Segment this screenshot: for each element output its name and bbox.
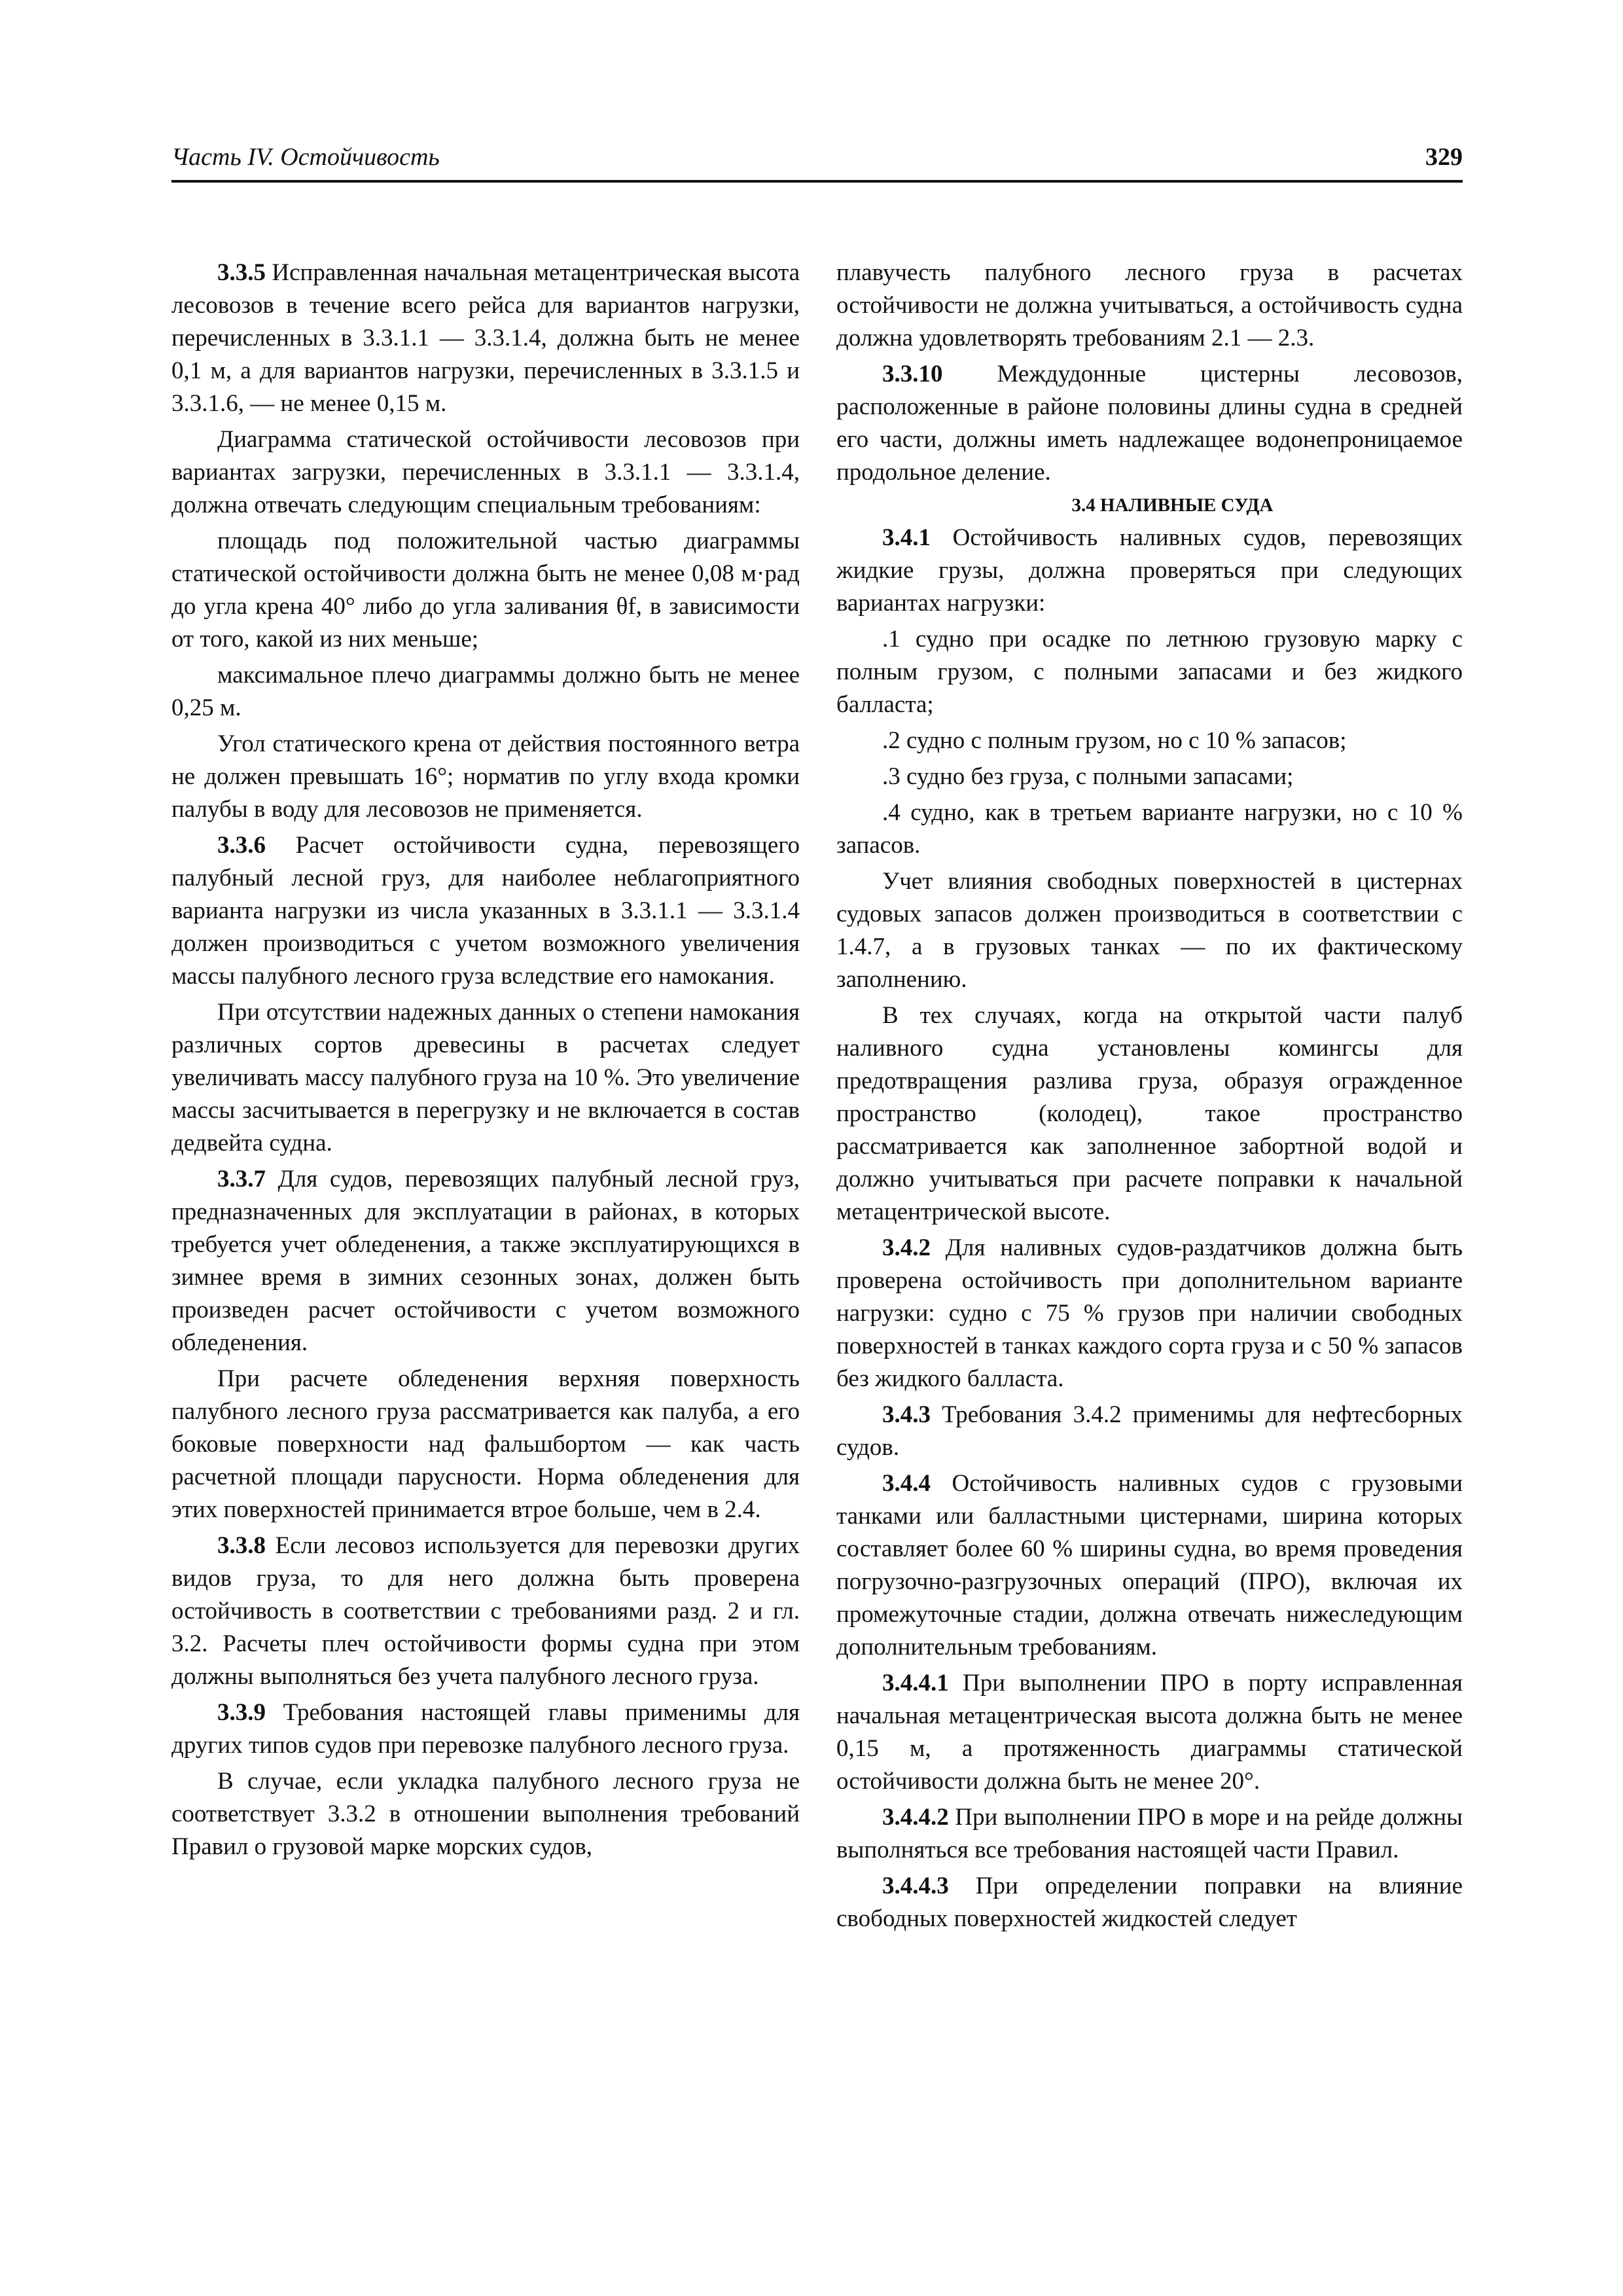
clause-number: 3.4.4 bbox=[882, 1470, 931, 1497]
clause-number: 3.3.9 bbox=[217, 1699, 266, 1726]
clause-number: 3.4.4.2 bbox=[882, 1804, 949, 1831]
paragraph bbox=[836, 1232, 1463, 1395]
list-item: .3 судно без груза, с полными запасами; bbox=[882, 763, 1294, 790]
paragraph-text: При выполнении ПРО в море и на рейде должны выполняться все требования настоящей части Правил. bbox=[836, 1804, 1463, 1863]
clause-number: 3.3.6 bbox=[217, 832, 266, 859]
paragraph-text: Требования настоящей главы применимы для других типов судов при перевозке палубного лесного груза. bbox=[171, 1699, 800, 1759]
section-heading: 3.4 НАЛИВНЫЕ СУДА bbox=[1071, 495, 1274, 516]
paragraph: плавучесть палубного лесного груза в расчетах остойчивости не должна учитываться, а остойчивость судна должна удовлетворять требованиям 2.1 — 2.3. bbox=[836, 259, 1463, 351]
paragraph bbox=[171, 1530, 800, 1693]
paragraph-text: Междудонные цистерны лесовозов, расположенные в районе половины длины судна в средней его части, должны иметь надлежащее водонепроницаемое продольное деление. bbox=[836, 361, 1463, 486]
paragraph bbox=[171, 1696, 800, 1762]
paragraph: В случае, если укладка палубного лесного груза не соответствует 3.3.2 в отношении выполнения требований Правил о грузовой марке морских судов, bbox=[171, 1768, 800, 1860]
list-item: .1 судно при осадке по летнюю грузовую марку с полным грузом, с полными запасами и без жидкого балласта; bbox=[836, 626, 1463, 718]
paragraph-text: Для судов, перевозящих палубный лесной груз, предназначенных для эксплуатации в районах, в которых требуется учет обледенения, а также эксплуатирующихся в зимнее время в зимних сезонных зонах, должен быть произведен расчет остойчивости с учетом возможного обледенения. bbox=[171, 1166, 800, 1356]
paragraph-text: При определении поправки на влияние свободных поверхностей жидкостей следует bbox=[836, 1873, 1463, 1932]
paragraph: Учет влияния свободных поверхностей в цистернах судовых запасов должен производиться в соответствии с 1.4.7, а в грузовых танках — по их фактическому заполнению. bbox=[836, 868, 1463, 993]
clause-number: 3.4.3 bbox=[882, 1401, 931, 1428]
paragraph bbox=[836, 1870, 1463, 1935]
clause-number: 3.3.5 bbox=[217, 259, 266, 286]
paragraph bbox=[171, 1163, 800, 1359]
paragraph: Угол статического крена от действия постоянного ветра не должен превышать 16°; норматив по углу входа кромки палубы в воду для лесовозов не применяется. bbox=[171, 730, 800, 823]
running-title: Часть IV. Остойчивость bbox=[171, 143, 440, 171]
left-column bbox=[171, 257, 800, 1867]
paragraph bbox=[836, 1467, 1463, 1664]
paragraph-text: Остойчивость наливных судов с грузовыми танками или балластными цистернами, ширина которых составляет более 60 % ширины судна, во время проведения погрузочно-разгрузочных операций (ПРО), включая их промежуточные стадии, должна отвечать нижеследующим дополнительным требованиям. bbox=[836, 1470, 1463, 1660]
paragraph: При отсутствии надежных данных о степени намокания различных сортов древесины в расчетах следует увеличивать массу палубного груза на 10 %. Это увеличение массы засчитывается в перегрузку и не включается в состав дедвейта судна. bbox=[171, 999, 800, 1157]
paragraph-text: Расчет остойчивости судна, перевозящего палубный лесной груз, для наиболее неблагоприятного варианта нагрузки из числа указанных в 3.3.1.1 — 3.3.1.4 должен производиться с учетом возможного увеличения массы палубного лесного груза вследствие его намокания. bbox=[171, 832, 800, 990]
paragraph-text: Для наливных судов-раздатчиков должна быть проверена остойчивость при дополнительном варианте нагрузки: судно с 75 % грузов при наличии свободных поверхностей в танках каждого сорта груза и с 50 % запасов без жидкого балласта. bbox=[836, 1234, 1463, 1392]
list-item: .2 судно с полным грузом, но с 10 % запасов; bbox=[882, 727, 1347, 754]
paragraph: В тех случаях, когда на открытой части палуб наливного судна установлены комингсы для предотвращения разлива груза, образуя огражденное пространство (колодец), такое пространство рассматривается как заполненное забортной водой и должно учитываться при расчете поправки к начальной метацентрической высоте. bbox=[836, 1002, 1463, 1225]
paragraph bbox=[836, 522, 1463, 620]
clause-number: 3.4.4.1 bbox=[882, 1670, 949, 1696]
clause-number: 3.4.2 bbox=[882, 1234, 931, 1261]
paragraph bbox=[836, 1399, 1463, 1464]
clause-number: 3.4.4.3 bbox=[882, 1873, 949, 1899]
paragraph bbox=[171, 829, 800, 993]
paragraph: Диаграмма статической остойчивости лесовозов при вариантах загрузки, перечисленных в 3.3.1.1 — 3.3.1.4, должна отвечать следующим специальным требованиям: bbox=[171, 426, 800, 518]
clause-number: 3.4.1 bbox=[882, 524, 931, 551]
page-number: 329 bbox=[1425, 143, 1463, 171]
paragraph: При расчете обледенения верхняя поверхность палубного лесного груза рассматривается как палуба, а его боковые поверхности над фальшбортом — как часть расчетной площади парусности. Норма обледенения для этих поверхностей принимается втрое больше, чем в 2.4. bbox=[171, 1365, 800, 1523]
paragraph bbox=[836, 1667, 1463, 1798]
paragraph-text: Если лесовоз используется для перевозки других видов груза, то для него должна быть проверена остойчивость в соответствии с требованиями разд. 2 и гл. 3.2. Расчеты плеч остойчивости формы судна при этом должны выполняться без учета палубного лесного груза. bbox=[171, 1532, 800, 1690]
clause-number: 3.3.8 bbox=[217, 1532, 266, 1559]
clause-number: 3.3.7 bbox=[217, 1166, 266, 1193]
paragraph-text: Исправленная начальная метацентрическая высота лесовозов в течение всего рейса для вариантов нагрузки, перечисленных в 3.3.1.1 — 3.3.1.4, должна быть не менее 0,1 м, а для вариантов нагрузки, перечисленных в 3.3.1.5 и 3.3.1.6, — не менее 0,15 м. bbox=[171, 259, 800, 417]
running-header bbox=[171, 141, 1463, 183]
list-item: .4 судно, как в третьем варианте нагрузки, но с 10 % запасов. bbox=[836, 799, 1463, 859]
right-column bbox=[836, 257, 1463, 1939]
paragraph bbox=[836, 1801, 1463, 1867]
paragraph-text: При выполнении ПРО в порту исправленная начальная метацентрическая высота должна быть не менее 0,15 м, а протяженность диаграммы статической остойчивости должна быть не менее 20°. bbox=[836, 1670, 1463, 1795]
paragraph: площадь под положительной частью диаграммы статической остойчивости должна быть не менее 0,08 м·рад до угла крена 40° либо до угла заливания θf, в зависимости от того, какой из них меньше; bbox=[171, 528, 800, 653]
clause-number: 3.3.10 bbox=[882, 361, 943, 387]
paragraph-text: Требования 3.4.2 применимы для нефтесборных судов. bbox=[836, 1401, 1463, 1461]
paragraph bbox=[836, 358, 1463, 489]
paragraph-text: Остойчивость наливных судов, перевозящих жидкие грузы, должна проверяться при следующих вариантах нагрузки: bbox=[836, 524, 1463, 617]
paragraph bbox=[171, 257, 800, 420]
paragraph: максимальное плечо диаграммы должно быть не менее 0,25 м. bbox=[171, 662, 800, 721]
